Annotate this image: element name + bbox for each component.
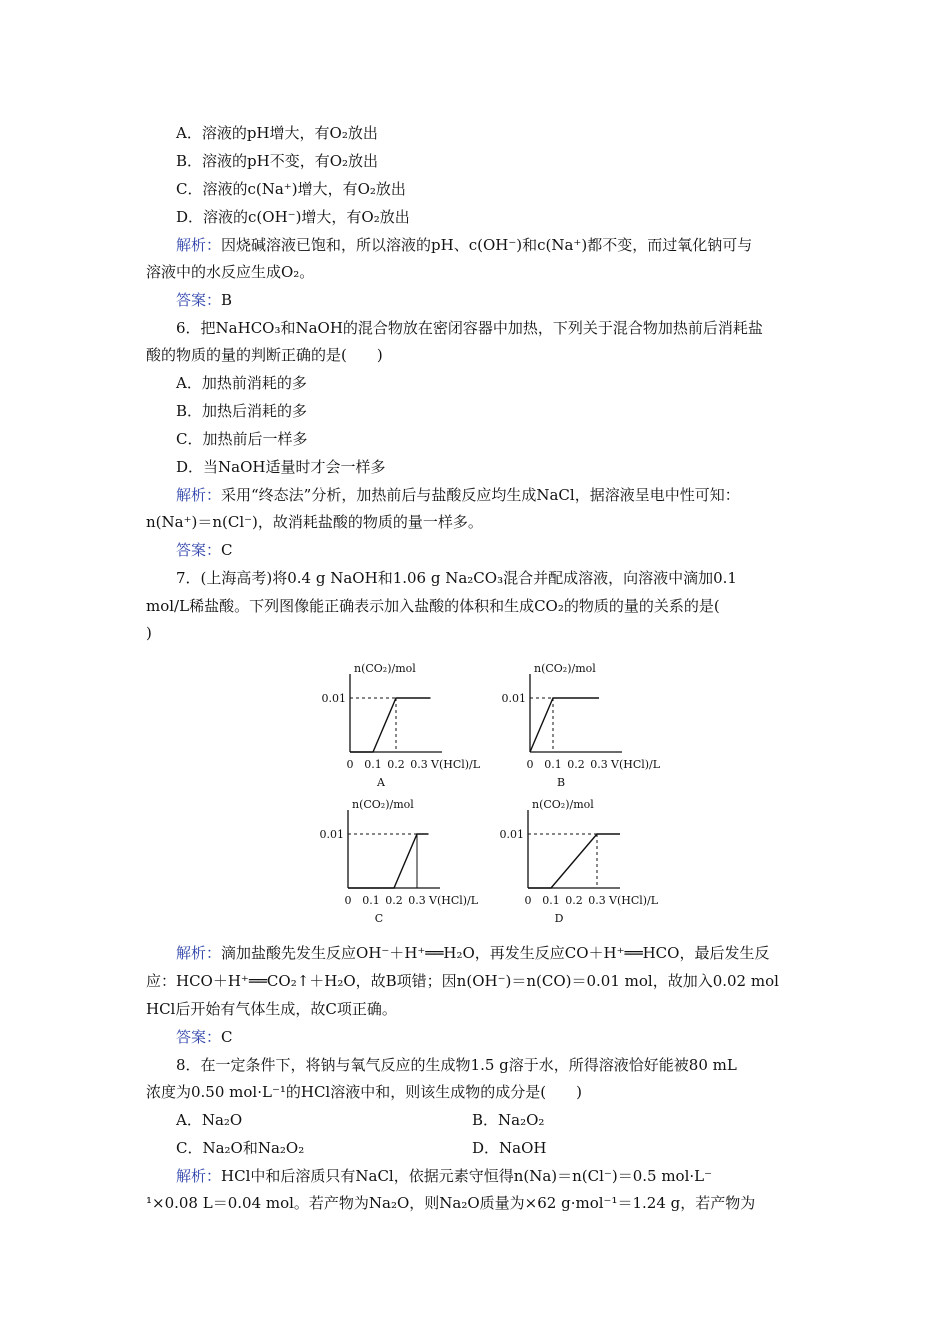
answer-value: C (221, 541, 233, 559)
q5-option-b: B．溶液的pH不变，有O₂放出 (176, 152, 379, 170)
q8-stem-line-2: 浓度为0.50 mol·L⁻¹的HCl溶液中和，则该生成物的成分是( ) (146, 1083, 582, 1101)
q6-stem-line-1: 6．把NaHCO₃和NaOH的混合物放在密闭容器中加热，下列关于混合物加热前后消耗盐 (176, 319, 763, 337)
q8-option-a: A．Na₂O (176, 1111, 243, 1129)
q7-analysis-line-3: HCl后开始有气体生成，故C项正确。 (146, 1000, 397, 1018)
q7-stem-line-1: 7．(上海高考)将0.4 g NaOH和1.06 g Na₂CO₃混合并配成溶液，向溶液中滴加0.1 (176, 569, 737, 587)
graph-b-x-tick: 0.2 (567, 758, 585, 771)
graph-a-series-line (350, 698, 431, 752)
graph-d-x-tick: 0.2 (565, 894, 583, 907)
graph-d-series-line (528, 834, 620, 888)
graph-b-panel-label: B (556, 776, 566, 789)
graph-a-x-tick: 0.3 (410, 758, 428, 771)
graph-c-y-label: n(CO₂)/mol (352, 798, 414, 811)
q8-stem-line-1: 8．在一定条件下，将钠与氧气反应的生成物1.5 g溶于水，所得溶液恰好能被80 mL (176, 1056, 737, 1074)
q5-option-d: D．溶液的c(OH⁻)增大，有O₂放出 (176, 208, 410, 226)
graph-c-x-tick: 0.1 (362, 894, 380, 907)
q6-option-b: B．加热后消耗的多 (176, 402, 308, 420)
graph-d-panel-label: D (554, 912, 564, 925)
graph-c-x-tick: 0.2 (385, 894, 403, 907)
graph-a-x-label: V(HCl)/L (431, 758, 481, 771)
analysis-label: 解析： (176, 944, 222, 962)
graph-c-x-tick: 0.3 (408, 894, 426, 907)
graph-d-x-tick: 0.3 (588, 894, 606, 907)
graph-c-x-tick: 0 (344, 894, 352, 907)
graph-a-x-tick: 0.1 (364, 758, 382, 771)
q6-option-d: D．当NaOH适量时才会一样多 (176, 458, 386, 476)
answer-label: 答案： (176, 541, 222, 559)
analysis-text: 因烧碱溶液已饱和，所以溶液的pH、c(OH⁻)和c(Na⁺)都不变，而过氧化钠可与 (221, 236, 753, 254)
graph-a-x-tick: 0 (346, 758, 354, 771)
q7-stem-line-3: ) (146, 624, 152, 642)
graph-b-x-tick: 0.3 (590, 758, 608, 771)
analysis-text: HCl中和后溶质只有NaCl，依据元素守恒得n(Na)＝n(Cl⁻)＝0.5 mol·L⁻ (221, 1167, 713, 1185)
graph-a-y-label: n(CO₂)/mol (354, 662, 416, 675)
q6-stem-line-2: 酸的物质的量的判断正确的是( ) (146, 346, 383, 364)
graph-c-series-line (348, 834, 429, 888)
graph-d-x-tick: 0.1 (542, 894, 560, 907)
analysis-text: 滴加盐酸先发生反应OH⁻＋H⁺══H₂O，再发生反应CO＋H⁺══HCO，最后发生反 (221, 944, 770, 962)
q6-option-a: A．加热前消耗的多 (176, 374, 307, 392)
q7-analysis-line-1 (176, 943, 769, 963)
q5-analysis-line-2: 溶液中的水反应生成O₂。 (146, 263, 315, 281)
q7-analysis-line-2: 应：HCO＋H⁺══CO₂↑＋H₂O，故B项错；因n(OH⁻)＝n(CO)＝0.01 mol，故加入0.02 mol (146, 972, 779, 990)
answer-label: 答案： (176, 291, 222, 309)
graph-b-x-tick: 0.1 (544, 758, 562, 771)
q7-answer (176, 1027, 233, 1047)
q7-stem-line-2: mol/L稀盐酸。下列图像能正确表示加入盐酸的体积和生成CO₂的物质的量的关系的是( (146, 597, 720, 615)
answer-label: 答案： (176, 1028, 222, 1046)
graph-c-y-tick: 0.01 (319, 828, 344, 841)
graph-a-panel-label: A (377, 776, 385, 789)
analysis-label: 解析： (176, 1167, 222, 1185)
graph-b-series-line (530, 698, 599, 752)
analysis-text: 采用“终态法”分析，加热前后与盐酸反应均生成NaCl，据溶液呈电中性可知： (221, 486, 740, 504)
q6-option-c: C．加热前后一样多 (176, 430, 308, 448)
q6-analysis-line-2: n(Na⁺)＝n(Cl⁻)，故消耗盐酸的物质的量一样多。 (146, 513, 483, 531)
answer-value: C (221, 1028, 233, 1046)
q8-option-d: D．NaOH (472, 1139, 547, 1157)
graph-c-x-label: V(HCl)/L (429, 894, 479, 907)
q8-analysis-line-1 (176, 1166, 712, 1186)
q5-option-a: A．溶液的pH增大，有O₂放出 (176, 124, 378, 142)
graph-a-y-tick: 0.01 (321, 692, 346, 705)
graph-a-x-tick: 0.2 (387, 758, 405, 771)
graph-d-x-label: V(HCl)/L (609, 894, 659, 907)
graph-b-x-tick: 0 (526, 758, 534, 771)
analysis-label: 解析： (176, 486, 222, 504)
q8-option-c: C．Na₂O和Na₂O₂ (176, 1139, 305, 1157)
graph-d-y-tick: 0.01 (499, 828, 524, 841)
graph-b-y-tick: 0.01 (501, 692, 526, 705)
answer-value: B (221, 291, 233, 309)
graph-b-x-label: V(HCl)/L (611, 758, 661, 771)
analysis-label: 解析： (176, 236, 222, 254)
graph-d-y-label: n(CO₂)/mol (532, 798, 594, 811)
q5-option-c: C．溶液的c(Na⁺)增大，有O₂放出 (176, 180, 406, 198)
q8-analysis-line-2: ¹×0.08 L＝0.04 mol。若产物为Na₂O，则Na₂O质量为×62 g·mol⁻¹＝1.24 g，若产物为 (146, 1194, 756, 1212)
q8-option-b: B．Na₂O₂ (472, 1111, 545, 1129)
graph-c-panel-label: C (374, 912, 384, 925)
graph-d-x-tick: 0 (524, 894, 532, 907)
graph-b-y-label: n(CO₂)/mol (534, 662, 596, 675)
